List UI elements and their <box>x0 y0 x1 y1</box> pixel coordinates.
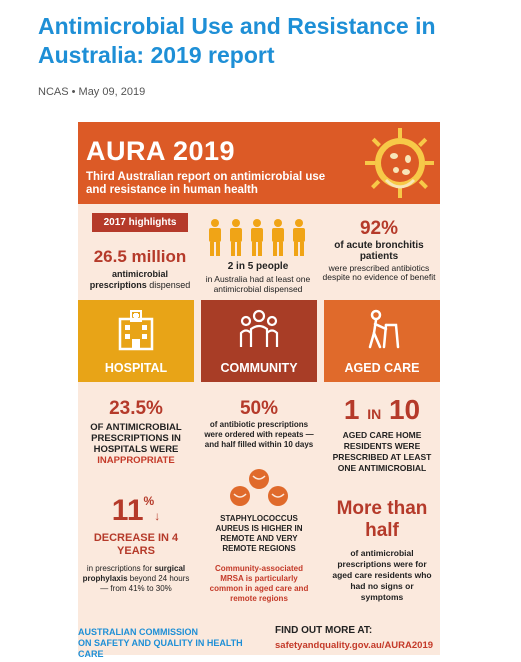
surgical-caption-a: in prescriptions for <box>86 564 153 573</box>
commission-line-1: AUSTRALIAN COMMISSION <box>78 627 198 637</box>
people-caption: in Australia had at least one antimicrobial dispensed <box>205 274 311 294</box>
people-icon <box>204 218 310 258</box>
bronchitis-detail: were prescribed antibiotics despite no evidence of benefit <box>322 263 436 282</box>
staph-caption: STAPHYLOCOCCUS AUREUS IS HIGHER IN REMOTE AND VERY REMOTE REGIONS <box>215 514 303 553</box>
bacteria-icon <box>356 126 434 200</box>
dispensed-caption <box>78 269 202 291</box>
elderly-walker-icon <box>362 309 402 351</box>
microbe-cluster-icon <box>226 468 292 510</box>
commission-line-2: ON SAFETY AND QUALITY IN HEALTH CARE <box>78 638 243 659</box>
percent-sign: % <box>143 494 155 508</box>
hero-banner <box>78 122 440 204</box>
hero-title: AURA 2019 <box>86 136 236 166</box>
surgical-caption <box>80 564 192 594</box>
commission-logo <box>78 627 258 660</box>
one-in-ten-c: 10 <box>388 394 421 425</box>
inappropriate-caption-text: OF ANTIMICROBIAL PRESCRIPTIONS IN HOSPITALS WERE <box>90 422 182 455</box>
one-in-ten-b: IN <box>367 406 382 422</box>
decrease-heading: DECREASE IN 4 YEARS <box>93 532 179 557</box>
dispensed-caption-c: dispensed <box>146 280 191 290</box>
hospital-label: HOSPITAL <box>104 361 168 375</box>
more-than-half: More than half <box>336 498 428 541</box>
community-icon <box>239 309 279 351</box>
mrsa-caption <box>206 564 312 604</box>
bronchitis-percent: 92% <box>359 218 399 239</box>
inappropriate-highlight: INAPPROPRIATE <box>97 455 175 466</box>
hospital-icon <box>116 309 156 351</box>
surgical-caption-c: beyond 24 hours — from 41% to 30% <box>100 574 190 593</box>
dispensed-count: 26.5 million <box>93 247 187 266</box>
one-in-ten-a: 1 <box>343 394 360 425</box>
page-title[interactable]: Antimicrobial Use and Resistance in Australia: 2019 report <box>38 13 436 68</box>
report-url-link[interactable]: safetyandquality.gov.au/AURA2019 <box>275 640 434 651</box>
hero-subtitle: Third Australian report on antimicrobial use and resistance in human health <box>86 171 326 196</box>
repeats-caption: of antibiotic prescriptions were ordered with repeats — and half filled within 10 days <box>204 420 314 449</box>
inappropriate-caption <box>80 422 192 466</box>
infographic <box>78 122 440 655</box>
community-label: COMMUNITY <box>220 361 298 375</box>
no-symptoms-caption: of antimicrobial prescriptions were for aged care residents who had no signs or symptoms <box>332 548 432 602</box>
people-ratio: 2 in 5 people <box>227 261 289 272</box>
community-header <box>201 300 317 382</box>
find-more-label: FIND OUT MORE AT: <box>275 625 373 636</box>
aged-care-label: AGED CARE <box>344 361 420 375</box>
repeats-percent: 50% <box>239 398 279 419</box>
aged-care-header <box>324 300 440 382</box>
mrsa-caption-a: Community-associated <box>214 564 304 573</box>
one-in-ten <box>324 394 440 426</box>
hospital-header <box>78 300 194 382</box>
bronchitis-caption: of acute bronchitis patients <box>334 240 424 262</box>
dispensed-caption-b: prescriptions <box>89 280 147 290</box>
decrease-number <box>78 494 194 528</box>
dispensed-caption-a: antimicrobial <box>111 269 168 279</box>
byline: NCAS • May 09, 2019 <box>38 86 146 98</box>
highlights-tag: 2017 highlights <box>92 213 188 232</box>
inappropriate-percent: 23.5% <box>109 398 163 419</box>
down-arrow-icon: ↓ <box>154 509 161 523</box>
aged-residents-caption: AGED CARE HOME RESIDENTS WERE PRESCRIBED AT LEAST ONE ANTIMICROBIAL <box>332 430 432 473</box>
decrease-value: 11 <box>111 494 144 527</box>
surgical-caption-b: surgical prophylaxis <box>82 564 186 583</box>
mrsa-caption-b: MRSA is particularly common in aged care and remote regions <box>209 574 309 603</box>
